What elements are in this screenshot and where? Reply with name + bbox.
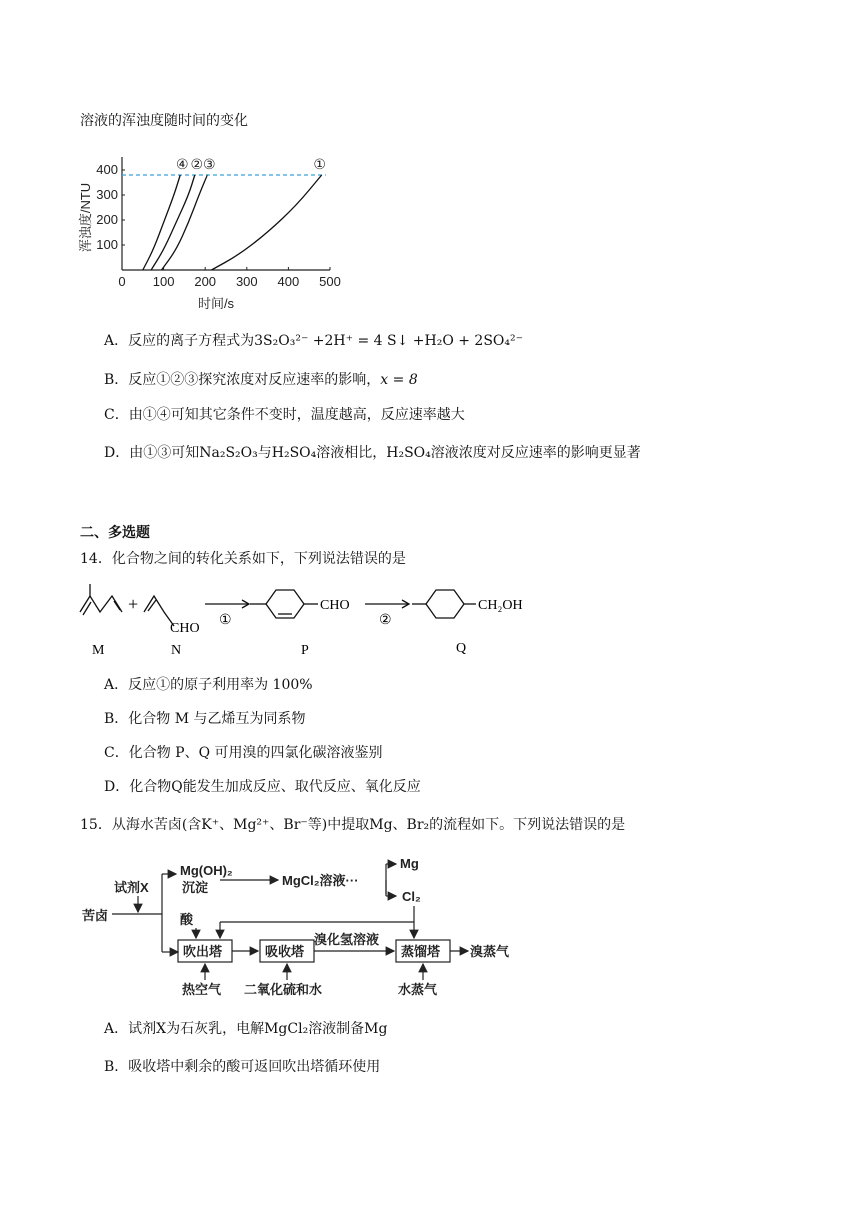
plus-sign: +	[128, 594, 139, 614]
x-axis-label: 时间/s	[197, 296, 235, 311]
label-ch2oh: CH₂OH	[478, 598, 523, 613]
series-label: ④	[175, 156, 189, 172]
series-label: ②	[190, 156, 204, 172]
series-line-4	[211, 175, 321, 270]
turbidity-chart	[70, 150, 370, 315]
x-tick-label: 400	[277, 274, 300, 289]
reaction-scheme	[70, 582, 540, 660]
label-hot-air: 热空气	[182, 982, 222, 997]
chart-caption: 溶液的浑浊度随时间的变化	[80, 113, 248, 129]
series-label: ①	[313, 156, 326, 172]
label-precip-2: 沉淀	[182, 880, 209, 895]
label-product: 溴蒸气	[470, 944, 510, 959]
label-q: Q	[456, 641, 467, 656]
y-tick-label: 200	[96, 212, 118, 227]
series-line-1	[143, 175, 180, 270]
box-absorber-tower: 吸收塔	[265, 944, 305, 959]
q13-option-c: C．由①④可知其它条件不变时，温度越高，反应速率越大	[104, 407, 465, 423]
label-precip-1: Mg(OH)₂	[180, 863, 233, 878]
q13-option-a: A．反应的离子方程式为3S₂O₃²⁻ +2H⁺ = 4 S↓ +H₂O + 2SO₄²⁻	[104, 333, 524, 349]
x-tick-label: 500	[319, 274, 341, 289]
section-title: 二、多选题	[80, 525, 150, 541]
label-step1: ①	[219, 613, 232, 628]
series-line-3	[162, 175, 208, 270]
label-so2: 二氧化硫和水	[244, 982, 323, 997]
label-cl2: Cl₂	[402, 889, 421, 904]
q15-option-b: B．吸收塔中剩余的酸可返回吹出塔循环使用	[104, 1059, 381, 1075]
q14-stem: 14．化合物之间的转化关系如下，下列说法错误的是	[80, 551, 406, 567]
y-axis-label: 浑浊度/NTU	[78, 182, 93, 253]
box-distill-tower: 蒸馏塔	[401, 944, 441, 959]
x-tick-label: 0	[118, 274, 126, 289]
label-p: P	[301, 643, 309, 658]
x-tick-label: 300	[235, 274, 258, 289]
q14-option-a: A．反应①的原子利用率为 100%	[104, 677, 313, 693]
x-tick-label: 100	[152, 274, 175, 289]
x-tick-label: 200	[194, 274, 217, 289]
label-mg: Mg	[400, 856, 419, 871]
label-n: N	[171, 643, 182, 658]
label-m: M	[92, 643, 105, 658]
label-mgcl2: MgCl₂溶液···	[282, 873, 359, 888]
label-acid: 酸	[180, 912, 194, 927]
q14-option-c: C．化合物 P、Q 可用溴的四氯化碳溶液鉴别	[104, 745, 383, 761]
y-tick-label: 300	[96, 187, 118, 202]
q15-option-a: A．试剂X为石灰乳，电解MgCl₂溶液制备Mg	[104, 1021, 388, 1037]
y-tick-label: 400	[96, 162, 118, 177]
label-reagent-x: 试剂X	[114, 880, 149, 895]
box-blower-tower: 吹出塔	[183, 944, 223, 959]
q13-option-d: D．由①③可知Na₂S₂O₃与H₂SO₄溶液相比，H₂SO₄溶液浓度对反应速率的影响更显著	[104, 445, 641, 461]
label-cho-p: CHO	[320, 598, 350, 613]
label-steam: 水蒸气	[398, 982, 438, 997]
y-tick-label: 100	[96, 237, 118, 252]
series-label: ③	[202, 156, 216, 172]
q14-option-d: D．化合物Q能发生加成反应、取代反应、氧化反应	[104, 779, 421, 795]
label-source: 苦卤	[82, 908, 109, 923]
bromine-flowchart	[78, 850, 518, 1000]
label-cho-n: CHO	[170, 621, 200, 636]
label-hbr: 溴化氢溶液	[314, 932, 380, 947]
label-step2: ②	[379, 613, 392, 628]
q14-option-b: B．化合物 M 与乙烯互为同系物	[104, 711, 306, 727]
q13-option-b: B．反应①②③探究浓度对反应速率的影响，x = 8	[104, 372, 418, 388]
q15-stem: 15．从海水苦卤(含K⁺、Mg²⁺、Br⁻等)中提取Mg、Br₂的流程如下。下列说法错误的是	[80, 817, 626, 833]
